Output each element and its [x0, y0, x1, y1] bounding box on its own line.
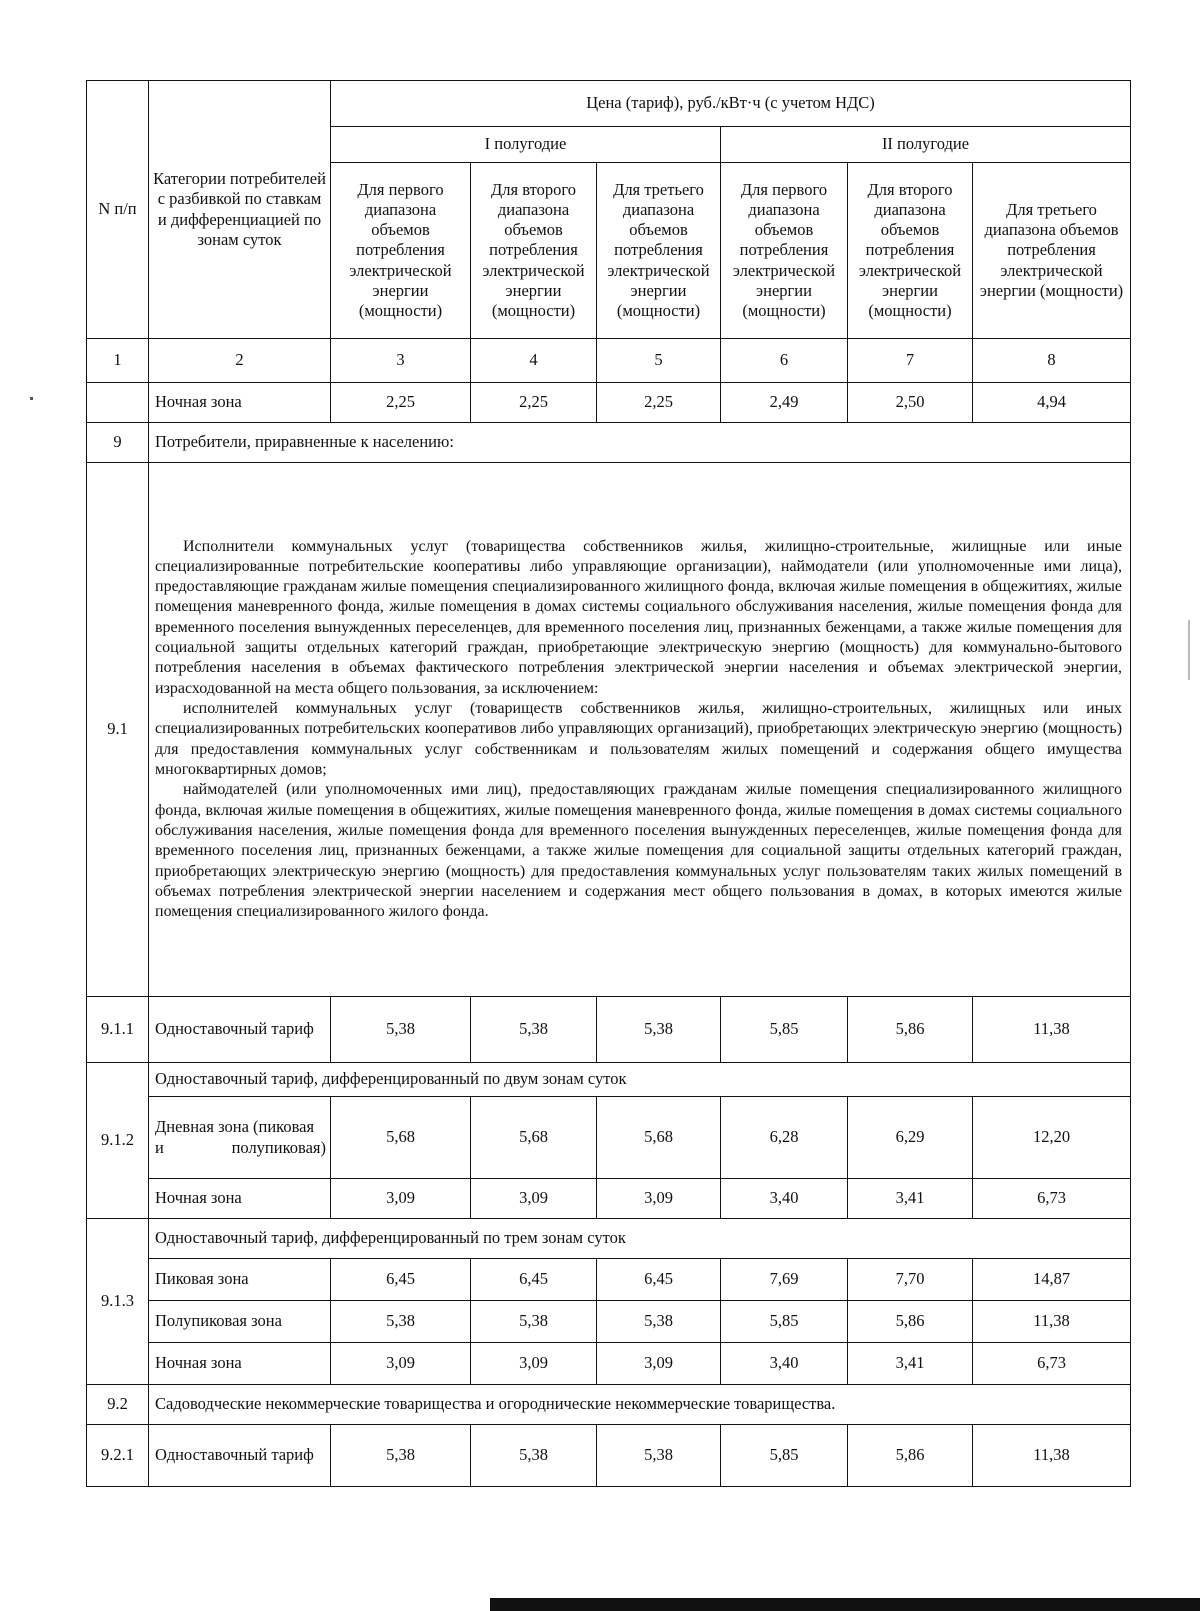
- header-range-1-h1: Для первого диапазона объемов потребления электрической энергии (мощности): [331, 163, 471, 339]
- scan-speck: [30, 397, 33, 400]
- tariff-value: 5,38: [597, 1425, 721, 1487]
- header-range-2-h1: Для второго диапазона объемов потребления электрической энергии (мощности): [471, 163, 597, 339]
- row-9-1-1: [87, 997, 1131, 1063]
- tariff-value: 5,85: [721, 1301, 848, 1343]
- tariff-value: 3,09: [597, 1179, 721, 1219]
- row-9-1-2-night: [87, 1179, 1131, 1219]
- row-section-9-2: [87, 1385, 1131, 1425]
- tariff-value: 11,38: [973, 997, 1131, 1063]
- row-number: 9.1.2: [87, 1063, 149, 1219]
- tariff-value: 6,45: [597, 1259, 721, 1301]
- header-range-2-h2: Для второго диапазона объемов потребления электрической энергии (мощности): [848, 163, 973, 339]
- tariff-value: 6,45: [471, 1259, 597, 1301]
- row-label: Полупиковая зона: [149, 1301, 331, 1343]
- row-9-1-2-title: [87, 1063, 1131, 1097]
- header-price-title: Цена (тариф), руб./кВт·ч (с учетом НДС): [331, 81, 1131, 127]
- row-9-1-3-title: [87, 1219, 1131, 1259]
- row-9-1-3-semipeak: [87, 1301, 1131, 1343]
- tariff-value: 4,94: [973, 383, 1131, 423]
- row-number: 9.1: [87, 463, 149, 997]
- tariff-value: 3,40: [721, 1343, 848, 1385]
- row-number: 9.2.1: [87, 1425, 149, 1487]
- row-label: Ночная зона: [149, 1179, 331, 1219]
- tariff-value: 5,38: [331, 997, 471, 1063]
- tariff-table: [86, 80, 1131, 1487]
- row-number: 9: [87, 423, 149, 463]
- tariff-value: 5,38: [331, 1301, 471, 1343]
- row-label: Одноставочный тариф: [149, 997, 331, 1063]
- row-9-1-3-peak: [87, 1259, 1131, 1301]
- tariff-value: 2,50: [848, 383, 973, 423]
- paragraph: Исполнители коммунальных услуг (товарищества собственников жилья, жилищно-строительные, жилищные или иные специализированные потребительские кооперативы либо управляющие организации), наймодатели (или уполномоченные ими лица), предоставляющие гражданам жилые помещения специализированного жилищного фонда, включая жилые помещения в общежитиях, жилые помещения маневренного фонда, жилые помещения в домах системы социального обслуживания населения, жилые помещения фонда для временного поселения вынужденных переселенцев, для временного поселения лиц, признанных беженцами, а также жилые помещения для социальной защиты отдельных категорий граждан, приобретающие электрическую энергию (мощность) для коммунально-бытового потребления населения в объемах фактического потребления электрической энергии населения и объемах электрической энергии, израсходованной на места общего пользования, за исключением:: [155, 537, 1123, 697]
- section-title: Потребители, приравненные к населению:: [149, 423, 1131, 463]
- col-number: 3: [331, 339, 471, 383]
- tariff-value: 5,68: [331, 1097, 471, 1179]
- tariff-value: 3,41: [848, 1179, 973, 1219]
- tariff-value: 3,41: [848, 1343, 973, 1385]
- header-half-1: I полугодие: [331, 127, 721, 163]
- col-number: 4: [471, 339, 597, 383]
- col-number: 1: [87, 339, 149, 383]
- tariff-value: 3,09: [471, 1179, 597, 1219]
- tariff-value: 5,38: [597, 1301, 721, 1343]
- column-numbers-row: [87, 339, 1131, 383]
- row-section-9-1: [87, 463, 1131, 997]
- header-num: N п/п: [87, 81, 149, 339]
- section-description: [149, 463, 1131, 997]
- col-number: 8: [973, 339, 1131, 383]
- paragraph: исполнителей коммунальных услуг (товариществ собственников жилья, жилищно-строительных, жилищных или иных специализированных потребительских кооперативов либо управляющих организаций), приобретающих электрическую энергию (мощность) для предоставления коммунальных услуг собственникам и пользователям жилых помещений и содержания общего имущества многоквартирных домов;: [155, 700, 1123, 778]
- tariff-value: 7,70: [848, 1259, 973, 1301]
- tariff-value: 6,28: [721, 1097, 848, 1179]
- tariff-value: 2,25: [597, 383, 721, 423]
- tariff-value: 6,73: [973, 1343, 1131, 1385]
- tariff-value: 6,45: [331, 1259, 471, 1301]
- tariff-value: 2,25: [331, 383, 471, 423]
- header-range-3-h2: Для третьего диапазона объемов потребления электрической энергии (мощности): [973, 163, 1131, 339]
- tariff-value: 5,85: [721, 1425, 848, 1487]
- col-number: 6: [721, 339, 848, 383]
- tariff-value: 11,38: [973, 1301, 1131, 1343]
- subsection-title: Одноставочный тариф, дифференцированный по трем зонам суток: [149, 1219, 1131, 1259]
- tariff-value: 3,09: [331, 1179, 471, 1219]
- header-half-2: II полугодие: [721, 127, 1131, 163]
- col-number: 7: [848, 339, 973, 383]
- tariff-value: 5,85: [721, 997, 848, 1063]
- scan-speck: [1188, 620, 1190, 680]
- row-label: Пиковая зона: [149, 1259, 331, 1301]
- tariff-value: 7,69: [721, 1259, 848, 1301]
- tariff-value: 2,25: [471, 383, 597, 423]
- tariff-value: 5,68: [597, 1097, 721, 1179]
- tariff-value: 5,86: [848, 997, 973, 1063]
- tariff-value: 11,38: [973, 1425, 1131, 1487]
- tariff-value: 6,29: [848, 1097, 973, 1179]
- row-number: 9.1.1: [87, 997, 149, 1063]
- scan-edge-bar: [490, 1598, 1200, 1611]
- row-number: 9.1.3: [87, 1219, 149, 1385]
- tariff-value: 5,86: [848, 1301, 973, 1343]
- subsection-title: Одноставочный тариф, дифференцированный по двум зонам суток: [149, 1063, 1131, 1097]
- row-9-2-1: [87, 1425, 1131, 1487]
- row-section-9: [87, 423, 1131, 463]
- col-number: 5: [597, 339, 721, 383]
- row-number: 9.2: [87, 1385, 149, 1425]
- header-category: Категории потребителей с разбивкой по ставкам и дифференциацией по зонам суток: [149, 81, 331, 339]
- tariff-value: 5,38: [471, 1425, 597, 1487]
- tariff-value: 12,20: [973, 1097, 1131, 1179]
- tariff-value: 5,68: [471, 1097, 597, 1179]
- tariff-value: 6,73: [973, 1179, 1131, 1219]
- tariff-value: 2,49: [721, 383, 848, 423]
- tariff-value: 3,40: [721, 1179, 848, 1219]
- header-range-1-h2: Для первого диапазона объемов потребления электрической энергии (мощности): [721, 163, 848, 339]
- header-range-3-h1: Для третьего диапазона объемов потребления электрической энергии (мощности): [597, 163, 721, 339]
- tariff-value: 3,09: [597, 1343, 721, 1385]
- row-label: Дневная зона (пиковая и полупиковая): [149, 1097, 331, 1179]
- row-night-zone-prev: [87, 383, 1131, 423]
- tariff-value: 5,38: [471, 1301, 597, 1343]
- header-row-1: [87, 81, 1131, 127]
- tariff-value: 5,86: [848, 1425, 973, 1487]
- row-9-1-2-day: [87, 1097, 1131, 1179]
- tariff-value: 5,38: [471, 997, 597, 1063]
- row-label: Ночная зона: [149, 383, 331, 423]
- section-title: Садоводческие некоммерческие товарищества и огороднические некоммерческие товарищества.: [149, 1385, 1131, 1425]
- paragraph: наймодателей (или уполномоченных ими лиц), предоставляющих гражданам жилые помещения специализированного жилищного фонда, включая жилые помещения в общежитиях, жилые помещения маневренного фонда, жилые помещения в домах системы социального обслуживания населения, жилые помещения фонда для временного поселения вынужденных переселенцев, жилые помещения фонда для временного поселения лиц, признанных беженцами, а также жилые помещения для социальной защиты отдельных категорий граждан, приобретающих электрическую энергию (мощность) для предоставления коммунальных услуг пользователям таких жилых помещений в объемах потребления электрической энергии населением и содержания мест общего пользования в домах, в которых имеются жилые помещения специализированного жилого фонда.: [155, 781, 1123, 921]
- tariff-value: 14,87: [973, 1259, 1131, 1301]
- tariff-value: 3,09: [331, 1343, 471, 1385]
- tariff-value: 5,38: [331, 1425, 471, 1487]
- tariff-value: 3,09: [471, 1343, 597, 1385]
- row-9-1-3-night: [87, 1343, 1131, 1385]
- row-label: Ночная зона: [149, 1343, 331, 1385]
- tariff-value: 5,38: [597, 997, 721, 1063]
- col-number: 2: [149, 339, 331, 383]
- row-label: Одноставочный тариф: [149, 1425, 331, 1487]
